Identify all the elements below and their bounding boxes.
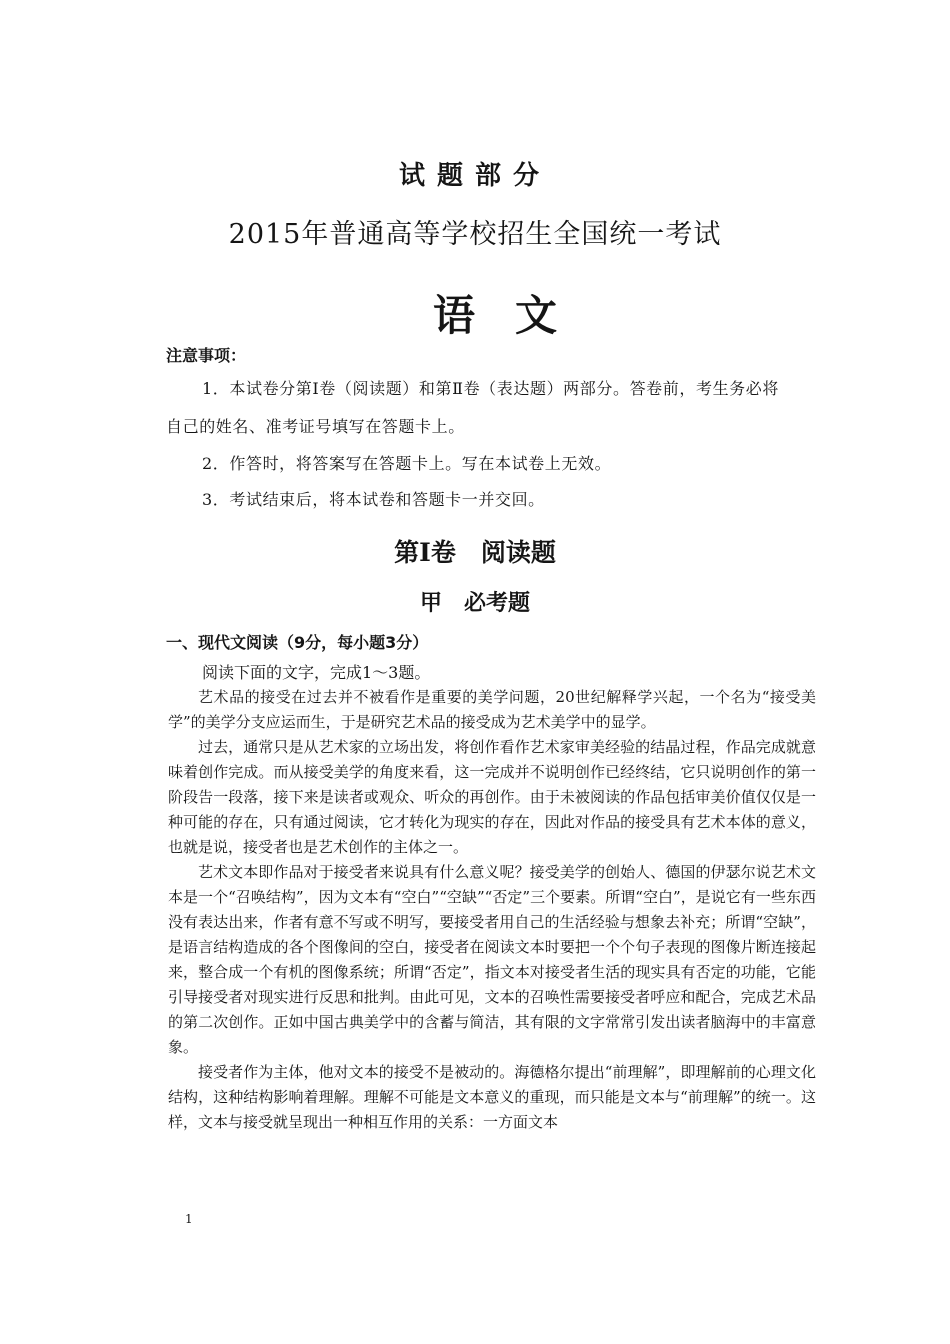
passage-paragraph: 过去，通常只是从艺术家的立场出发，将创作看作艺术家审美经验的结晶过程，作品完成就意味着创作完成。而从接受美学的角度来看，这一完成并不说明创作已经终结，它只说明创作的第一阶段告一段落，接下来是读者或观众、听众的再创作。由于未被阅读的作品包括审美价值仅仅是一种可能的存在，只有通过阅读，它才转化为现实的存在，因此对作品的接受具有艺术本体的意义，也就是说，接受者也是艺术创作的主体之一。	[168, 738, 816, 856]
subject-title: 语文	[432, 291, 597, 340]
section-label: 试题部分	[398, 161, 551, 191]
question-instruction: 阅读下面的文字，完成1～3题。	[202, 663, 431, 682]
notice-heading: 注意事项：	[166, 346, 247, 365]
passage-paragraph: 艺术文本即作品对于接受者来说具有什么意义呢？接受美学的创始人、德国的伊瑟尔说艺术文本是一个“召唤结构”，因为文本有“空白”“空缺”“否定”三个要素。所谓“空白”，是说它有一些东西没有表达出来，作者有意不写或不明写，要接受者用自己的生活经验与想象去补充；所谓“空缺”，是语言结构造成的各个图像间的空白，接受者在阅读文本时要把一个个句子表现的图像片断连接起来，整合成一个有机的图像系统；所谓“否定”，指文本对接受者生活的现实具有否定的功能，它能引导接受者对现实进行反思和批判。由此可见，文本的召唤性需要接受者呼应和配合，完成艺术品的第二次创作。正如中国古典美学中的含蓄与简洁，其有限的文字常常引发出读者脑海中的丰富意象。	[168, 863, 816, 1056]
notice-item-2: 2．作答时，将答案写在答题卡上。写在本试卷上无效。	[202, 454, 612, 473]
passage-paragraph: 接受者作为主体，他对文本的接受不是被动的。海德格尔提出“前理解”，即理解前的心理文化结构，这种结构影响着理解。理解不可能是文本意义的重现，而只能是文本与“前理解”的统一。这样，文本与接受就呈现出一种相互作用的关系：一方面文本	[168, 1063, 816, 1131]
part-title: 第Ⅰ卷 阅读题	[394, 538, 556, 567]
notice-item-1: 1．本试卷分第Ⅰ卷（阅读题）和第Ⅱ卷（表达题）两部分。答卷前，考生务必将	[202, 379, 779, 398]
part-subtitle: 甲 必考题	[419, 590, 530, 616]
passage-paragraph: 艺术品的接受在过去并不被看作是重要的美学问题，20世纪解释学兴起，一个名为“接受美学”的美学分支应运而生，于是研究艺术品的接受成为艺术美学中的显学。	[168, 688, 816, 731]
notice-item-3: 3．考试结束后，将本试卷和答题卡一并交回。	[202, 490, 545, 509]
page-number: 1	[185, 1212, 193, 1226]
question-heading: 一、现代文阅读（9分，每小题3分）	[166, 633, 429, 652]
reading-passage	[168, 685, 816, 1135]
notice-item-1-continued: 自己的姓名、准考证号填写在答题卡上。	[166, 417, 465, 436]
exam-title: 2015年普通高等学校招生全国统一考试	[228, 219, 722, 250]
